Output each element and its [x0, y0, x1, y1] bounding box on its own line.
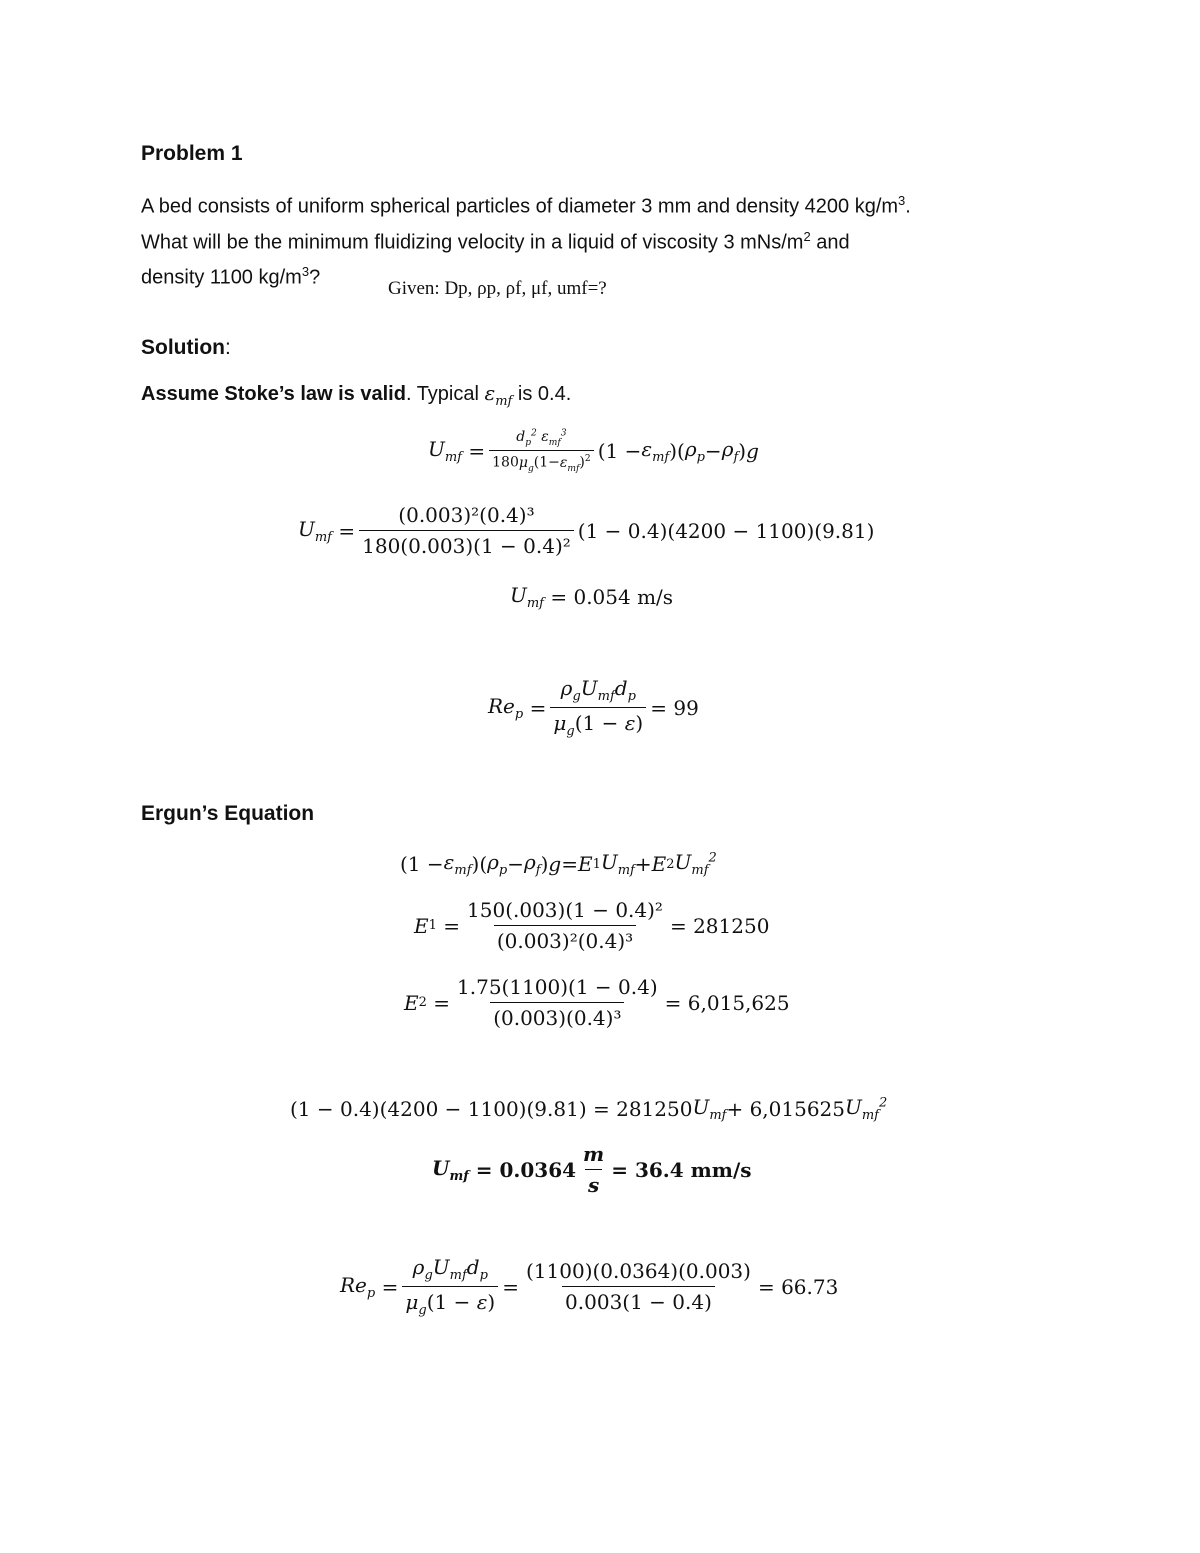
rep-ergun-formula: $Re_p$ = $\frac{\rho_gU_{mf}d_p}{\mu_g(1 - \varepsilon)}$ = $\frac{(1100)(0.0364)(0.003)}{0.003(1 - 0.4)}$ = 66.73 — [340, 1255, 839, 1318]
rep-stokes-formula: $Re_p$ = $\frac{\rho_gU_{mf}d_p}{\mu_g(1 - \varepsilon)}$ = 99 — [488, 676, 699, 739]
solution-title: Solution: — [141, 336, 231, 359]
problem-line-2: What will be the minimum fluidizing velocity in a liquid of viscosity 3 mNs/$m^2$ and — [141, 228, 850, 254]
e2-formula: E 2 = $\frac{1.75(1100)(1 - 0.4)}{\text{(0.003)(0.4)³}}$ = 6,015,625 — [404, 975, 790, 1030]
ergun-general-equation: (1 − $\varepsilon_{mf}$ )( $\rho_p$ − $\rho_f$ ) g = E 1 $U_{mf}$ + E 2 $U_{mf}^2$ — [400, 850, 717, 878]
umf-numeric-formula: $U_{mf}$ = $\frac{\text{(0.003)²(0.4)³}}{\text{180(0.003)(1 − 0.4)²}}$ (1 − 0.4)(4200 − 1100)(9.81) — [298, 503, 875, 558]
umf-ergun-result: $U_{mf}$ = 0.0364 $\frac{m}{s}$ = 36.4 mm/s — [432, 1142, 752, 1197]
e1-formula: E 1 = $\frac{\text{150(.003)(1 − 0.4)²}}{\text{(0.003)²(0.4)³}}$ = 281250 — [414, 898, 770, 953]
problem-statement — [141, 186, 1059, 293]
problem-line-1: A bed consists of uniform spherical particles of diameter 3 mm and density 4200 $kg/m^3$. — [141, 193, 911, 218]
given-line: Given: Dp, ρp, ρf, μf, umf=? — [388, 278, 607, 299]
ergun-title: Ergun’s Equation — [141, 802, 315, 825]
umf-general-formula: $U_{mf}$ = $\frac{d_p^2 \varepsilon_{mf}^3}{180\mu_g(1-\varepsilon_{mf})^2}$ (1 − $\varepsilon_{mf}$ )( $\rho_p$ − $\rho_f$ ) g — [428, 428, 759, 474]
assumption-line: Assume Stoke’s law is valid. Typical $\varepsilon_{mf}$ is 0.4. — [141, 381, 572, 409]
problem-title: Problem 1 — [141, 142, 243, 165]
problem-line-3: density 1100 $kg/m^3$? — [141, 264, 321, 289]
umf-stokes-result: $U_{mf}$ = 0.054 m/s — [510, 583, 674, 611]
ergun-numeric-equation: (1 − 0.4)(4200 − 1100)(9.81) = 281250 $U_{mf}$ + 6,015625 $U_{mf}^2$ — [290, 1095, 888, 1123]
